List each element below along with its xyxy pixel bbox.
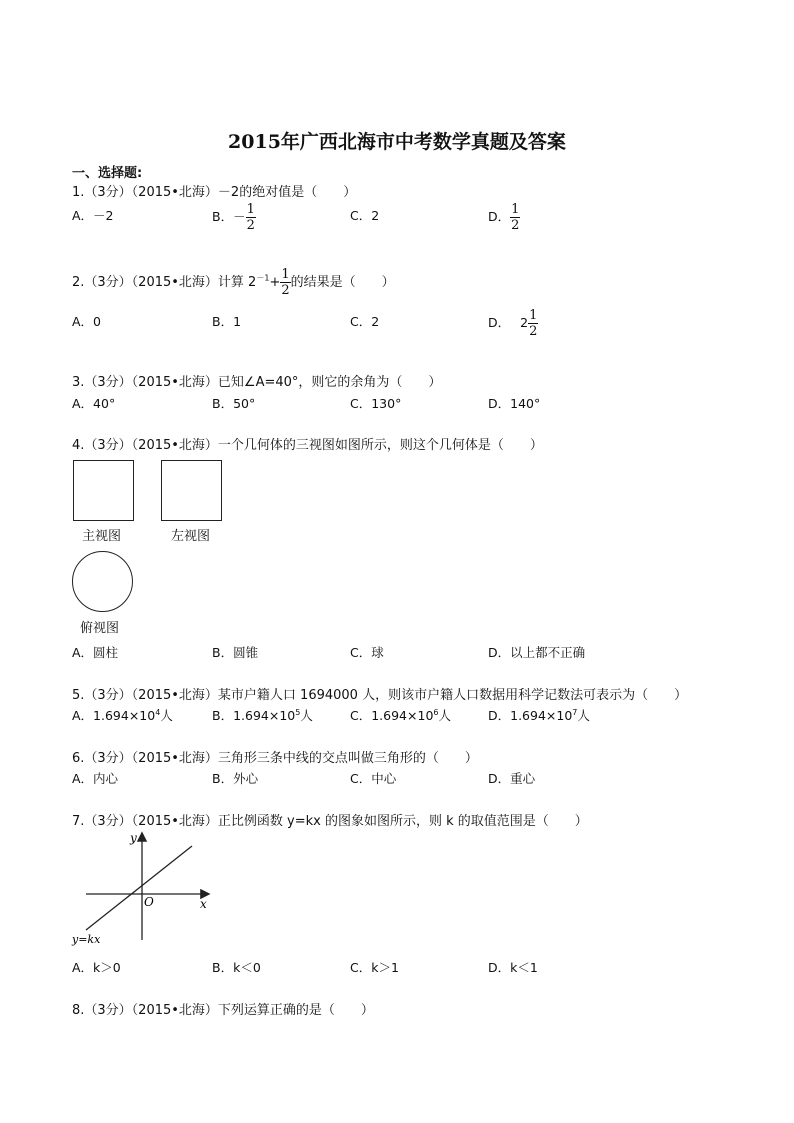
q1-option-d-fraction [510,203,520,232]
q3-option-a: A．40° [72,396,116,411]
q1-option-d [488,203,520,232]
top-view-circle [72,551,133,612]
q5-option-c-base: C．1.694×10 [350,708,434,723]
section-heading: 一、选择题: [72,166,143,181]
x-axis-label: x [200,897,207,911]
q1-option-b-sign: － [233,209,246,224]
q3-option-c: C．130° [350,396,402,411]
q5-option-d-exponent: 7 [572,707,578,717]
q5-option-b [212,706,313,724]
question-2-stem [72,268,395,297]
q5-option-d [488,706,590,724]
q1-option-b-label: B． [212,209,234,224]
q5-option-c-unit: 人 [438,708,452,723]
question-1-stem: 1.（3分）（2015•北海）－2的绝对值是（ ） [72,185,357,200]
q3-option-d: D．140° [488,396,541,411]
q2-option-d [488,309,538,338]
q5-option-d-unit: 人 [577,708,590,723]
q1-option-d-label: D． [488,209,511,224]
function-line [86,846,192,930]
q2-option-c: C．2 [350,314,380,329]
q2-option-b: B．1 [212,314,242,329]
q2-option-a: A．0 [72,314,102,329]
q2-stem-suffix: 的结果是（ ） [290,275,395,290]
q3-option-b: B．50° [212,396,256,411]
q1-option-b [212,203,256,232]
q5-option-c [350,706,451,724]
q6-option-d: D．重心 [488,771,536,786]
left-view-label: 左视图 [171,529,211,544]
question-7-stem: 7.（3分）（2015•北海）正比例函数 y=kx 的图象如图所示，则 k 的取值范围是（ ） [72,814,588,829]
q4-option-d: D．以上都不正确 [488,645,586,660]
q2-option-d-fraction [528,309,538,338]
q1-option-a: A．－2 [72,208,114,223]
fraction-numerator: 1 [511,202,520,217]
fraction-numerator: 1 [529,308,538,323]
q6-option-c: C．中心 [350,771,397,786]
q5-option-a-unit: 人 [160,708,173,723]
q2-fraction [280,268,290,297]
q2-option-d-label: D． [488,315,511,330]
q7-option-c: C．k＞1 [350,960,399,975]
q2-option-d-whole: 2 [520,315,529,330]
left-view-square [161,460,222,521]
q7-option-d: D．k＜1 [488,960,538,975]
fraction-numerator: 1 [246,202,255,217]
q4-option-a: A．圆柱 [72,645,119,660]
q5-option-b-unit: 人 [300,708,313,723]
q4-option-c: C．球 [350,645,384,660]
q7-option-b: B．k＜0 [212,960,261,975]
origin-label: O [144,895,154,909]
q2-plus: + [269,275,281,290]
q6-option-a: A．内心 [72,771,119,786]
line-label: y=kx [72,933,101,946]
q5-option-d-base: D．1.694×10 [488,708,573,723]
front-view-square [73,460,134,521]
y-axis-label: y [130,831,137,845]
front-view-label: 主视图 [82,529,122,544]
q2-exponent: －1 [256,273,270,283]
q1-option-b-fraction [246,203,256,232]
question-6-stem: 6.（3分）（2015•北海）三角形三条中线的交点叫做三角形的（ ） [72,751,478,766]
q1-option-c: C．2 [350,208,380,223]
top-view-label: 俯视图 [80,621,120,636]
q7-option-a: A．k＞0 [72,960,121,975]
page-title: 2015年广西北海市中考数学真题及答案 [228,131,566,153]
q5-option-c-exponent: 6 [433,707,439,717]
question-3-stem: 3.（3分）（2015•北海）已知∠A=40°，则它的余角为（ ） [72,375,442,390]
q4-option-b: B．圆锥 [212,645,259,660]
q6-option-b: B．外心 [212,771,259,786]
q5-option-a-base: A．1.694×10 [72,708,156,723]
q5-option-a-exponent: 4 [155,707,161,717]
q2-stem-prefix: 2.（3分）（2015•北海）计算 2 [72,275,257,290]
fraction-numerator: 1 [281,267,290,282]
question-8-stem: 8.（3分）（2015•北海）下列运算正确的是（ ） [72,1003,374,1018]
question-5-stem: 5.（3分）（2015•北海）某市户籍人口 1694000 人，则该市户籍人口数据用科学记数法可表示为（ ） [72,688,688,703]
linear-function-graph [66,826,226,950]
fraction-denominator: 2 [529,324,538,339]
fraction-denominator: 2 [281,283,290,298]
question-4-stem: 4.（3分）（2015•北海）一个几何体的三视图如图所示，则这个几何体是（ ） [72,438,543,453]
fraction-denominator: 2 [246,218,255,233]
q5-option-a [72,706,173,724]
q5-option-b-base: B．1.694×10 [212,708,296,723]
fraction-denominator: 2 [511,218,520,233]
q5-option-b-exponent: 5 [295,707,301,717]
